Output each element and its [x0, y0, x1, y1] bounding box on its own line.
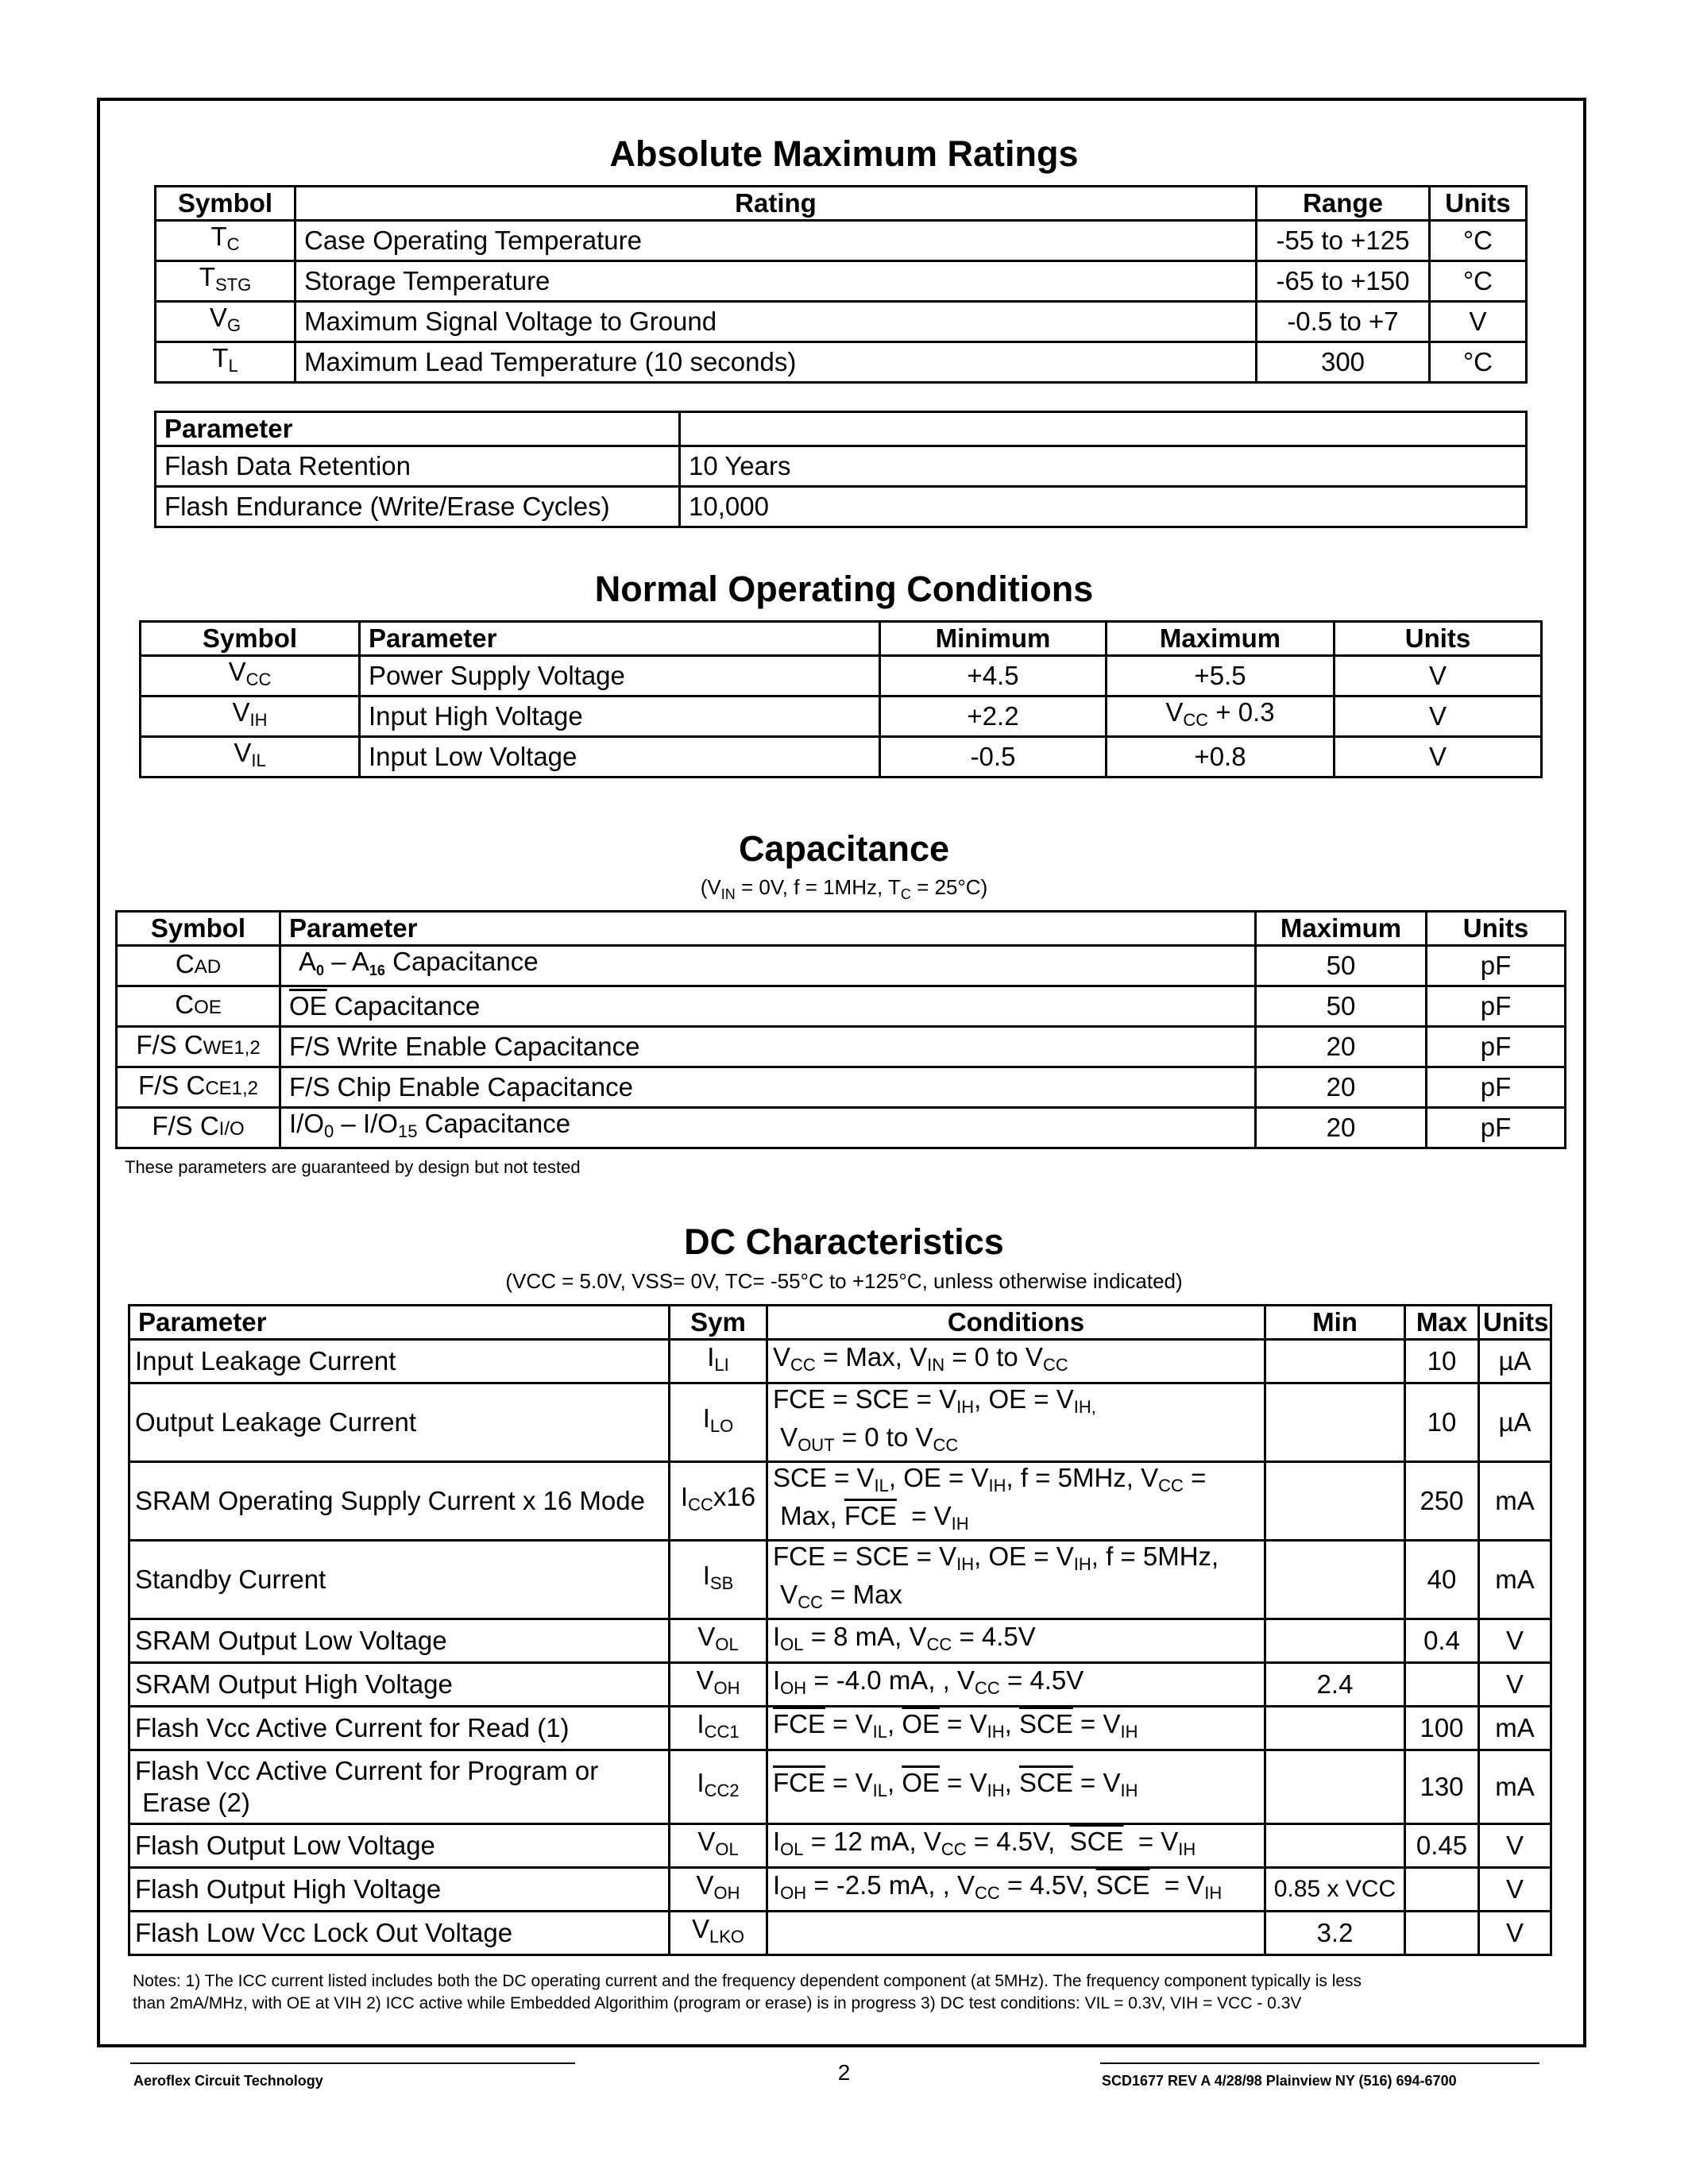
param-cell: Output Leakage Current	[129, 1383, 670, 1462]
symbol-cell: $V_G$	[156, 302, 295, 342]
conditions-cell: $\overline{FCE} = V_{IL}$, $\overline{OE} = V_{IH}$, $\overline{SCE} = V_{IH}$	[767, 1750, 1265, 1824]
min-cell	[1265, 1707, 1405, 1750]
col-header: Parameter	[360, 622, 880, 656]
col-header: Conditions	[767, 1306, 1265, 1340]
sym-cell: $I_{SB}$	[670, 1541, 767, 1619]
col-header: Maximum	[1107, 622, 1335, 656]
table-row	[129, 1707, 1551, 1750]
footer-right-rule	[1100, 2062, 1539, 2064]
col-header: Parameter	[156, 412, 680, 446]
dc-title: DC Characteristics	[684, 1221, 1004, 1262]
col-header: Units	[1335, 622, 1542, 656]
col-header: Maximum	[1256, 912, 1427, 946]
col-header: Min	[1265, 1306, 1405, 1340]
col-header: Symbol	[156, 187, 295, 221]
conditions-cell	[767, 1912, 1265, 1955]
units-cell: mA	[1479, 1462, 1551, 1541]
units-cell: µA	[1479, 1340, 1551, 1383]
max-cell: 10	[1405, 1383, 1479, 1462]
max-cell: 250	[1405, 1462, 1479, 1541]
abs-max-title: Absolute Maximum Ratings	[609, 133, 1079, 174]
table-row	[141, 696, 1542, 737]
abs-max-table	[154, 185, 1528, 384]
conditions-cell: $I_{OH} = -4.0$ mA, , $V_{CC} = 4.5V$	[767, 1663, 1265, 1707]
param-cell: Flash Vcc Active Current for Read (1)	[129, 1707, 670, 1750]
table-header-row	[129, 1306, 1551, 1340]
range-cell: 300	[1257, 342, 1430, 383]
col-header: Max	[1405, 1306, 1479, 1340]
param-cell: $I/O_0 - I/O_{15}$ Capacitance	[280, 1108, 1256, 1148]
rating-cell: Maximum Signal Voltage to Ground	[295, 302, 1257, 342]
units-cell: V	[1479, 1619, 1551, 1663]
sym-cell: $V_{OH}$	[670, 1663, 767, 1707]
param-cell: Standby Current	[129, 1541, 670, 1619]
table-row	[156, 261, 1527, 302]
symbol-cell: $T_L$	[156, 342, 295, 383]
units-cell: °C	[1430, 221, 1527, 261]
max-cell: 0.4	[1405, 1619, 1479, 1663]
param-cell: Flash Data Retention	[156, 446, 680, 487]
param-cell: SRAM Operating Supply Current x 16 Mode	[129, 1462, 670, 1541]
param-cell: Flash Endurance (Write/Erase Cycles)	[156, 487, 680, 527]
max-cell	[1405, 1663, 1479, 1707]
max-cell: 20	[1256, 1108, 1427, 1148]
flash-param-table	[154, 411, 1528, 528]
table-row	[117, 1108, 1566, 1148]
sym-cell: $I_{CC2}$	[670, 1750, 767, 1824]
col-header: Parameter	[280, 912, 1256, 946]
min-cell	[1265, 1824, 1405, 1868]
units-cell: V	[1430, 302, 1527, 342]
col-header: Range	[1257, 187, 1430, 221]
table-header-row	[156, 187, 1527, 221]
sym-cell: $I_{LO}$	[670, 1383, 767, 1462]
dc-notes-line-2: than 2mA/MHz, with OE at VIH 2) ICC active while Embedded Algorithim (program or erase) is in progress 3) DC test conditions: VIL = 0.3V, VIH = VCC - 0.3V	[133, 1994, 1302, 2012]
units-cell: pF	[1427, 1108, 1566, 1148]
col-header: Symbol	[117, 912, 280, 946]
normal-op-table	[139, 620, 1543, 778]
units-cell: V	[1479, 1868, 1551, 1912]
col-header: Minimum	[880, 622, 1107, 656]
range-cell: -65 to +150	[1257, 261, 1430, 302]
sym-cell: $V_{OL}$	[670, 1619, 767, 1663]
symbol-cell: $V_{CC}$	[141, 656, 360, 696]
col-header-empty	[680, 412, 1527, 446]
rating-cell: Maximum Lead Temperature (10 seconds)	[295, 342, 1257, 383]
min-cell: -0.5	[880, 737, 1107, 778]
footer-company: Aeroflex Circuit Technology	[133, 2073, 323, 2089]
table-row	[156, 221, 1527, 261]
rating-cell: Storage Temperature	[295, 261, 1257, 302]
table-header-row	[141, 622, 1542, 656]
table-row	[129, 1383, 1551, 1462]
min-cell	[1265, 1340, 1405, 1383]
param-cell: Flash Low Vcc Lock Out Voltage	[129, 1912, 670, 1955]
footer-left-rule	[130, 2062, 575, 2064]
units-cell: V	[1335, 656, 1542, 696]
normal-op-title: Normal Operating Conditions	[594, 569, 1094, 609]
param-cell: Input High Voltage	[360, 696, 880, 737]
max-cell: $V_{CC} + 0.3$	[1107, 696, 1335, 737]
col-header: Symbol	[141, 622, 360, 656]
conditions-cell: $V_{CC}$ = Max, $V_{IN} = 0$ to $V_{CC}$	[767, 1340, 1265, 1383]
param-cell: SRAM Output Low Voltage	[129, 1619, 670, 1663]
conditions-cell: $I_{OH} = -2.5$ mA, , $V_{CC} = 4.5V$, $\overline{SCE} = V_{IH}$	[767, 1868, 1265, 1912]
units-cell: °C	[1430, 261, 1527, 302]
min-cell	[1265, 1541, 1405, 1619]
param-cell: SRAM Output High Voltage	[129, 1663, 670, 1707]
symbol-cell: $V_{IH}$	[141, 696, 360, 737]
max-cell: +0.8	[1107, 737, 1335, 778]
table-row	[141, 656, 1542, 696]
conditions-cell: $\overline{FCE} = \overline{SCE} = V_{IH}$, $\overline{OE} = V_{IH,}$ $V_{OUT} = 0$ to $V_{CC}$	[767, 1383, 1265, 1462]
table-row	[156, 446, 1527, 487]
range-cell: -0.5 to +7	[1257, 302, 1430, 342]
units-cell: mA	[1479, 1707, 1551, 1750]
min-cell	[1265, 1383, 1405, 1462]
min-cell: +4.5	[880, 656, 1107, 696]
max-cell: 20	[1256, 1067, 1427, 1108]
param-cell: Flash Output Low Voltage	[129, 1824, 670, 1868]
col-header: Units	[1479, 1306, 1551, 1340]
min-cell: 2.4	[1265, 1663, 1405, 1707]
footer-doc-info: SCD1677 REV A 4/28/98 Plainview NY (516) 694-6700	[1102, 2073, 1457, 2089]
units-cell: V	[1479, 1663, 1551, 1707]
sym-cell: $I_{LI}$	[670, 1340, 767, 1383]
min-cell	[1265, 1462, 1405, 1541]
table-row	[129, 1824, 1551, 1868]
value-cell: 10 Years	[680, 446, 1527, 487]
sym-cell: $V_{OL}$	[670, 1824, 767, 1868]
dc-table	[128, 1304, 1552, 1956]
param-cell: $\overline{OE}$ Capacitance	[280, 986, 1256, 1027]
capacitance-conditions: ($V_{IN} = 0V$, f = 1MHz, $T_C = 25^\circ C$)	[700, 875, 988, 902]
max-cell	[1405, 1868, 1479, 1912]
table-header-row	[156, 412, 1527, 446]
table-row	[129, 1912, 1551, 1955]
min-cell: +2.2	[880, 696, 1107, 737]
conditions-cell: $I_{OL} = 12$ mA, $V_{CC} = 4.5V$, $\overline{SCE} = V_{IH}$	[767, 1824, 1265, 1868]
conditions-cell: $\overline{FCE} = \overline{SCE} = V_{IH}$, $\overline{OE} = V_{IH}$, f = 5MHz, $V_{CC}$ = Max	[767, 1541, 1265, 1619]
conditions-cell: $\overline{FCE} = V_{IL}$, $\overline{OE} = V_{IH}$, $\overline{SCE} = V_{IH}$	[767, 1707, 1265, 1750]
col-header: Units	[1430, 187, 1527, 221]
max-cell: 10	[1405, 1340, 1479, 1383]
dc-conditions: (VCC = 5.0V, VSS= 0V, TC= -55°C to +125°C, unless otherwise indicated)	[505, 1269, 1183, 1293]
max-cell: 20	[1256, 1027, 1427, 1067]
max-cell: 50	[1256, 986, 1427, 1027]
units-cell: mA	[1479, 1541, 1551, 1619]
table-row	[141, 737, 1542, 778]
col-header: Parameter	[129, 1306, 670, 1340]
symbol-cell: $T_{STG}$	[156, 261, 295, 302]
table-row	[129, 1750, 1551, 1824]
param-cell: $A_0 - A_{16}$ Capacitance	[280, 946, 1256, 986]
symbol-cell: F/S CCE1,2	[117, 1067, 280, 1108]
units-cell: pF	[1427, 1067, 1566, 1108]
symbol-cell: F/S CI/O	[117, 1108, 280, 1148]
units-cell: mA	[1479, 1750, 1551, 1824]
param-cell: F/S Chip Enable Capacitance	[280, 1067, 1256, 1108]
symbol-cell: $T_C$	[156, 221, 295, 261]
units-cell: V	[1335, 696, 1542, 737]
sym-cell: $I_{CC}x16$	[670, 1462, 767, 1541]
table-row	[129, 1663, 1551, 1707]
col-header: Sym	[670, 1306, 767, 1340]
units-cell: pF	[1427, 1027, 1566, 1067]
min-cell	[1265, 1750, 1405, 1824]
table-row	[156, 342, 1527, 383]
max-cell: 0.45	[1405, 1824, 1479, 1868]
symbol-cell: $V_{IL}$	[141, 737, 360, 778]
table-row	[156, 487, 1527, 527]
capacitance-table	[115, 910, 1566, 1149]
param-cell: F/S Write Enable Capacitance	[280, 1027, 1256, 1067]
param-cell: Power Supply Voltage	[360, 656, 880, 696]
units-cell: pF	[1427, 946, 1566, 986]
param-cell: Flash Output High Voltage	[129, 1868, 670, 1912]
max-cell: 100	[1405, 1707, 1479, 1750]
conditions-cell: $I_{OL} = 8$ mA, $V_{CC} = 4.5V$	[767, 1619, 1265, 1663]
min-cell	[1265, 1619, 1405, 1663]
units-cell: °C	[1430, 342, 1527, 383]
table-row	[117, 1027, 1566, 1067]
page-number: 2	[837, 2060, 851, 2085]
dc-notes-line-1: Notes: 1) The ICC current listed includes both the DC operating current and the frequency dependent component (at 5MHz). The frequency component typically is less	[133, 1972, 1362, 1990]
min-cell: 3.2	[1265, 1912, 1405, 1955]
sym-cell: $V_{OH}$	[670, 1868, 767, 1912]
symbol-cell: COE	[117, 986, 280, 1027]
table-row	[129, 1340, 1551, 1383]
units-cell: V	[1335, 737, 1542, 778]
value-cell: 10,000	[680, 487, 1527, 527]
conditions-cell: $\overline{SCE} = V_{IL}$, $\overline{OE} = V_{IH}$, f = 5MHz, $V_{CC}$ = Max, $\overline{FCE} = V_{IH}$	[767, 1462, 1265, 1541]
capacitance-title: Capacitance	[738, 828, 950, 869]
param-cell: Flash Vcc Active Current for Program or Erase (2)	[129, 1750, 670, 1824]
rating-cell: Case Operating Temperature	[295, 221, 1257, 261]
table-header-row	[117, 912, 1566, 946]
range-cell: -55 to +125	[1257, 221, 1430, 261]
table-row	[129, 1868, 1551, 1912]
units-cell: µA	[1479, 1383, 1551, 1462]
max-cell: +5.5	[1107, 656, 1335, 696]
units-cell: pF	[1427, 986, 1566, 1027]
table-row	[117, 946, 1566, 986]
table-row	[129, 1541, 1551, 1619]
units-cell: V	[1479, 1912, 1551, 1955]
col-header: Units	[1427, 912, 1566, 946]
table-row	[156, 302, 1527, 342]
max-cell	[1405, 1912, 1479, 1955]
param-cell: Input Leakage Current	[129, 1340, 670, 1383]
param-cell: Input Low Voltage	[360, 737, 880, 778]
table-row	[129, 1619, 1551, 1663]
table-row	[117, 986, 1566, 1027]
sym-cell: $V_{LKO}$	[670, 1912, 767, 1955]
table-row	[129, 1462, 1551, 1541]
symbol-cell: F/S CWE1,2	[117, 1027, 280, 1067]
max-cell: 130	[1405, 1750, 1479, 1824]
units-cell: V	[1479, 1824, 1551, 1868]
sym-cell: $I_{CC1}$	[670, 1707, 767, 1750]
table-row	[117, 1067, 1566, 1108]
min-cell: 0.85 x VCC	[1265, 1868, 1405, 1912]
symbol-cell: CAD	[117, 946, 280, 986]
dc-notes	[133, 1970, 1562, 2015]
max-cell: 50	[1256, 946, 1427, 986]
max-cell: 40	[1405, 1541, 1479, 1619]
col-header: Rating	[295, 187, 1257, 221]
capacitance-note: These parameters are guaranteed by design but not tested	[125, 1157, 581, 1177]
